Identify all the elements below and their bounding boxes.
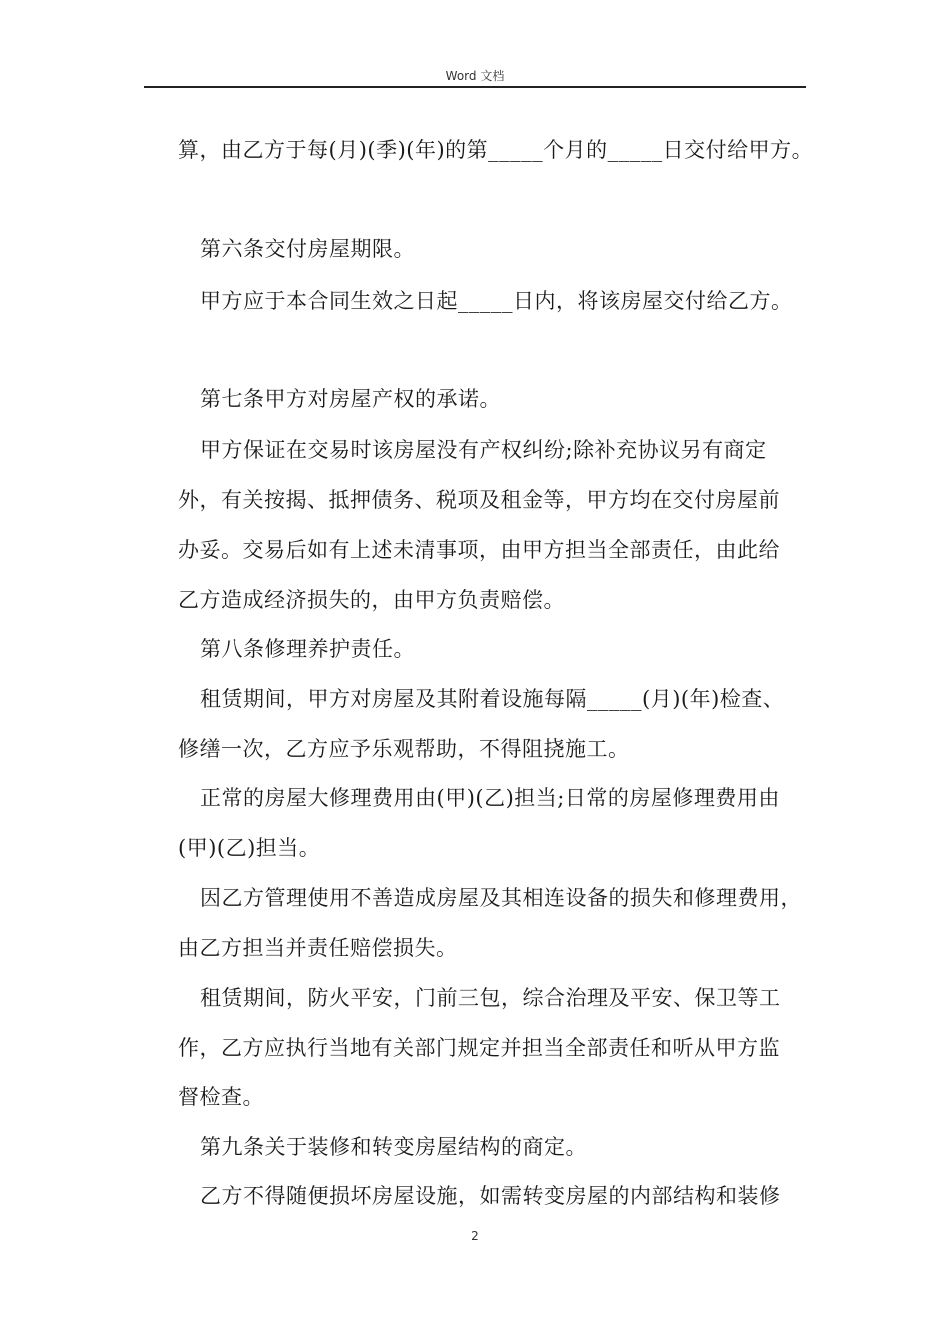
section-heading-9: 第九条关于装修和转变房屋结构的商定。: [200, 1135, 587, 1159]
paragraph-line: 正常的房屋大修理费用由(甲)(乙)担当;日常的房屋修理费用由: [200, 786, 780, 810]
paragraph-line: (甲)(乙)担当。: [178, 836, 321, 860]
section-heading-8: 第八条修理养护责任。: [200, 637, 415, 661]
paragraph-line: 督检查。: [178, 1085, 264, 1109]
section-heading-6: 第六条交付房屋期限。: [200, 237, 415, 261]
paragraph-line: 租赁期间，甲方对房屋及其附着设施每隔_____(月)(年)检查、: [200, 687, 785, 711]
header-divider: [144, 86, 806, 88]
paragraph-line: 修缮一次，乙方应予乐观帮助，不得阻挠施工。: [178, 737, 630, 761]
paragraph-line: 算，由乙方于每(月)(季)(年)的第_____个月的_____日交付给甲方。: [178, 138, 814, 162]
section-heading-7: 第七条甲方对房屋产权的承诺。: [200, 387, 501, 411]
paragraph-line: 租赁期间，防火平安，门前三包，综合治理及平安、保卫等工: [200, 986, 781, 1010]
paragraph-line: 办妥。交易后如有上述未清事项，由甲方担当全部责任，由此给: [178, 538, 780, 562]
paragraph-line: 甲方保证在交易时该房屋没有产权纠纷;除补充协议另有商定: [200, 438, 767, 462]
paragraph-line: 由乙方担当并责任赔偿损失。: [178, 936, 458, 960]
paragraph-line: 甲方应于本合同生效之日起_____日内，将该房屋交付给乙方。: [200, 289, 793, 313]
page-header-title: Word 文档: [445, 69, 505, 83]
page-number: 2: [471, 1229, 479, 1243]
paragraph-line: 外，有关按揭、抵押债务、税项及租金等，甲方均在交付房屋前: [178, 488, 780, 512]
paragraph-line: 乙方造成经济损失的，由甲方负责赔偿。: [178, 588, 565, 612]
paragraph-line: 作，乙方应执行当地有关部门规定并担当全部责任和听从甲方监: [178, 1036, 780, 1060]
paragraph-line: 乙方不得随便损坏房屋设施，如需转变房屋的内部结构和装修: [200, 1184, 781, 1208]
paragraph-line: 因乙方管理使用不善造成房屋及其相连设备的损失和修理费用，: [200, 886, 802, 910]
